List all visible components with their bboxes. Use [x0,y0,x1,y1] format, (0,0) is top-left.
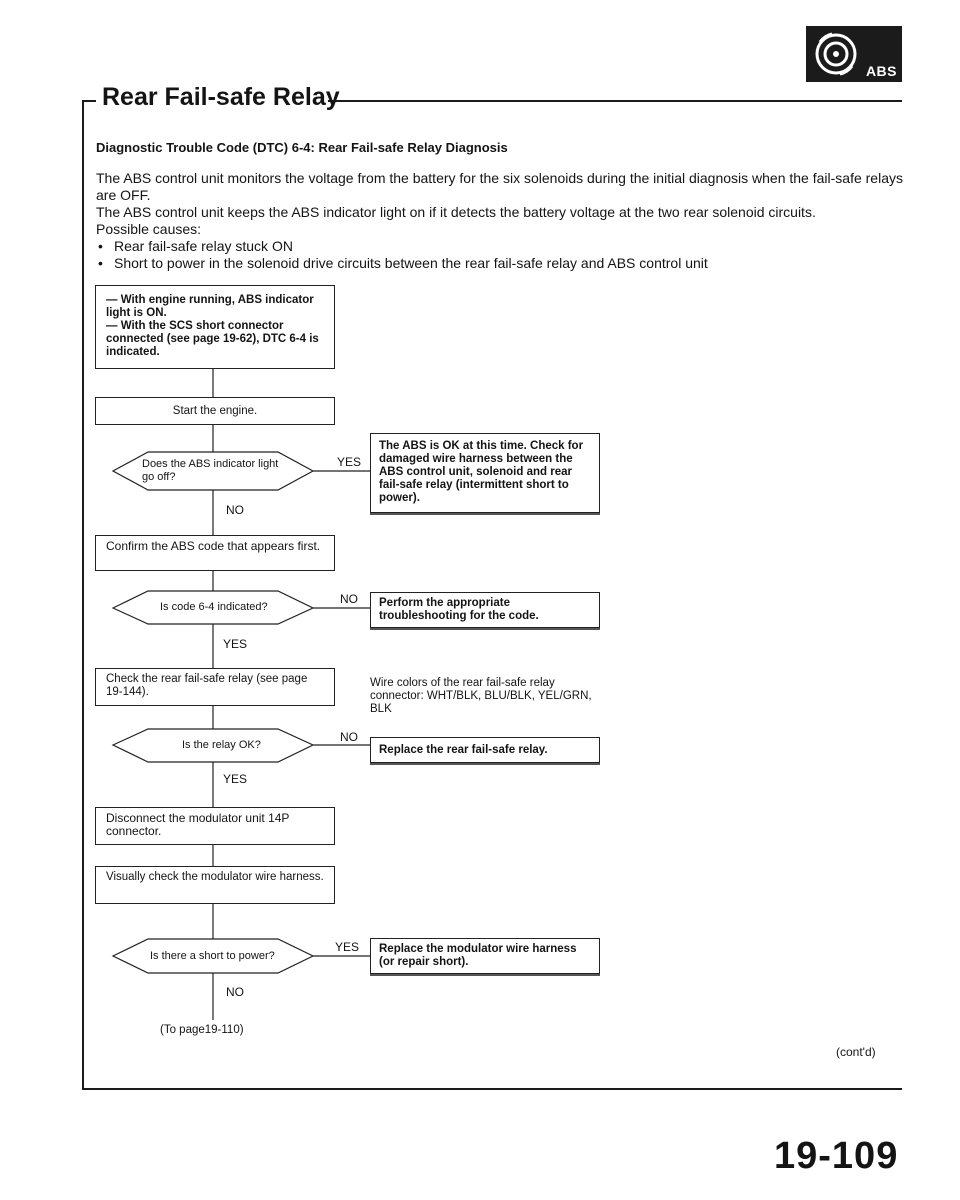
step-visual-check: Visually check the modulator wire harness. [95,866,335,904]
cause-item: • Rear fail-safe relay stuck ON [96,238,906,255]
result-replace-harness: Replace the modulator wire harness (or repair short). [370,938,600,974]
label-no: NO [340,592,358,606]
intro-paragraph: Possible causes: [96,221,202,237]
step-confirm-code: Confirm the ABS code that appears first. [95,535,335,571]
abs-logo-text: ABS [865,63,897,79]
label-yes: YES [335,940,360,954]
section-subtitle: Diagnostic Trouble Code (DTC) 6-4: Rear Fail-safe Relay Diagnosis [96,140,508,155]
condition-item: — With the SCS short connector connected (see page 19-62), DTC 6-4 is indicated. [106,320,319,358]
question-short-to-power: Is there a short to power? [150,950,275,962]
intro-paragraph: The ABS control unit monitors the voltage from the battery for the six solenoids during the initial diagnosis when the fail-safe relays are OFF. [96,170,903,203]
wire-colors-note: Wire colors of the rear fail-safe relay connector: WHT/BLK, BLU/BLK, YEL/GRN, BLK [370,677,592,715]
step-check-relay: Check the rear fail-safe relay (see page 19-144). [95,668,335,706]
intro-paragraph: The ABS control unit keeps the ABS indicator light on if it detects the battery voltage at the two rear solenoid circuits. [96,204,816,220]
step-disconnect-connector: Disconnect the modulator unit 14P connector. [95,807,335,845]
question-code-64: Is code 6-4 indicated? [160,601,268,613]
label-no: NO [226,503,244,517]
question-light-off: Does the ABS indicator light go off? [142,458,279,483]
result-abs-ok: The ABS is OK at this time. Check for damaged wire harness between the ABS control unit, solenoid and rear fail-safe relay (intermittent short to power). [370,433,600,513]
result-replace-relay: Replace the rear fail-safe relay. [370,737,600,763]
label-no: NO [226,985,244,999]
step-start-engine: Start the engine. [95,397,335,425]
page-title: Rear Fail-safe Relay [102,83,340,111]
start-conditions-box [95,285,335,369]
continued-label: (cont'd) [836,1045,876,1059]
question-relay-ok: Is the relay OK? [182,739,261,751]
to-page-reference: (To page19-110) [160,1024,244,1036]
condition-item: — With engine running, ABS indicator light is ON. [106,294,314,319]
label-yes: YES [223,637,248,651]
result-troubleshoot: Perform the appropriate troubleshooting for the code. [370,592,600,628]
label-yes: YES [337,455,362,469]
cause-item: • Short to power in the solenoid drive circuits between the rear fail-safe relay and ABS control unit [96,255,906,272]
label-yes: YES [223,772,248,786]
page-number: 19-109 [774,1135,899,1177]
label-no: NO [340,730,358,744]
